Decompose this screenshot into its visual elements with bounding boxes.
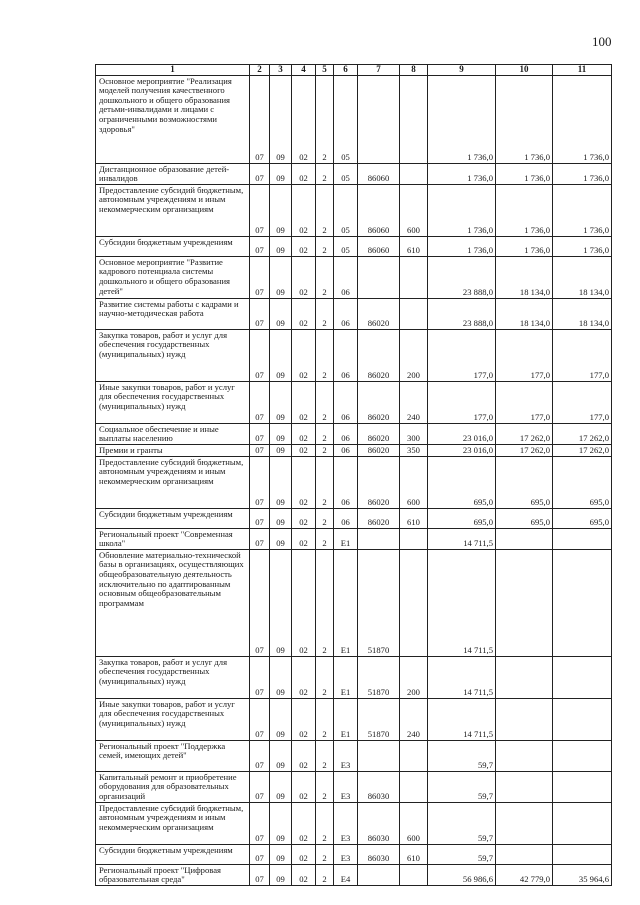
item-name: Развитие системы работы с кадрами и научно-методическая работа <box>96 298 250 329</box>
table-row <box>96 844 612 864</box>
direction-code: 86020 <box>358 508 400 528</box>
table-row <box>96 236 612 256</box>
amount-year-1: 56 986,6 <box>428 864 496 885</box>
amount-year-3 <box>553 656 612 698</box>
table-header-row <box>96 65 612 76</box>
amount-year-2 <box>496 802 553 844</box>
table-row <box>96 864 612 885</box>
direction-code: 86030 <box>358 844 400 864</box>
expense-type-code <box>400 75 428 163</box>
item-name: Субсидии бюджетным учреждениям <box>96 844 250 864</box>
expense-type-code: 600 <box>400 802 428 844</box>
table-row <box>96 740 612 771</box>
measure-code: 05 <box>334 75 358 163</box>
measure-code: E3 <box>334 844 358 864</box>
expense-type-code <box>400 298 428 329</box>
program-code: 02 <box>292 75 316 163</box>
measure-code: E1 <box>334 656 358 698</box>
amount-year-3: 18 134,0 <box>553 298 612 329</box>
measure-code: 06 <box>334 456 358 508</box>
measure-code: E3 <box>334 771 358 802</box>
section-code: 07 <box>250 444 270 456</box>
measure-code: 06 <box>334 329 358 381</box>
table-row <box>96 75 612 163</box>
subprogram-code: 2 <box>316 864 334 885</box>
measure-code: 06 <box>334 423 358 444</box>
subsection-code: 09 <box>270 656 292 698</box>
amount-year-2: 17 262,0 <box>496 444 553 456</box>
measure-code: 06 <box>334 444 358 456</box>
expense-type-code: 600 <box>400 184 428 236</box>
subsection-code: 09 <box>270 844 292 864</box>
item-name: Региональный проект "Современная школа" <box>96 528 250 549</box>
amount-year-1: 23 016,0 <box>428 423 496 444</box>
subsection-code: 09 <box>270 423 292 444</box>
column-header: 1 <box>96 65 250 76</box>
amount-year-3: 1 736,0 <box>553 75 612 163</box>
measure-code: 06 <box>334 298 358 329</box>
amount-year-1: 695,0 <box>428 456 496 508</box>
table-row <box>96 184 612 236</box>
direction-code <box>358 256 400 298</box>
amount-year-3: 177,0 <box>553 381 612 423</box>
section-code: 07 <box>250 508 270 528</box>
amount-year-1: 1 736,0 <box>428 75 496 163</box>
measure-code: E1 <box>334 549 358 656</box>
amount-year-1: 59,7 <box>428 802 496 844</box>
subprogram-code: 2 <box>316 528 334 549</box>
item-name: Предоставление субсидий бюджетным, автономным учреждениям и иным некоммерческим организациям <box>96 802 250 844</box>
program-code: 02 <box>292 444 316 456</box>
direction-code: 86030 <box>358 802 400 844</box>
amount-year-1: 59,7 <box>428 844 496 864</box>
table-row <box>96 256 612 298</box>
column-header: 9 <box>428 65 496 76</box>
amount-year-3 <box>553 802 612 844</box>
subsection-code: 09 <box>270 75 292 163</box>
program-code: 02 <box>292 236 316 256</box>
subsection-code: 09 <box>270 864 292 885</box>
program-code: 02 <box>292 844 316 864</box>
section-code: 07 <box>250 656 270 698</box>
subsection-code: 09 <box>270 802 292 844</box>
measure-code: 05 <box>334 184 358 236</box>
section-code: 07 <box>250 184 270 236</box>
section-code: 07 <box>250 864 270 885</box>
program-code: 02 <box>292 698 316 740</box>
column-header: 4 <box>292 65 316 76</box>
subprogram-code: 2 <box>316 256 334 298</box>
subprogram-code: 2 <box>316 802 334 844</box>
subsection-code: 09 <box>270 771 292 802</box>
section-code: 07 <box>250 698 270 740</box>
item-name: Дистанционное образование детей-инвалидов <box>96 163 250 184</box>
direction-code: 51870 <box>358 656 400 698</box>
subprogram-code: 2 <box>316 740 334 771</box>
amount-year-2: 695,0 <box>496 456 553 508</box>
amount-year-2: 18 134,0 <box>496 256 553 298</box>
subsection-code: 09 <box>270 256 292 298</box>
measure-code: 06 <box>334 256 358 298</box>
item-name: Предоставление субсидий бюджетным, автономным учреждениям и иным некоммерческим организациям <box>96 456 250 508</box>
column-header: 7 <box>358 65 400 76</box>
amount-year-2 <box>496 549 553 656</box>
amount-year-1: 1 736,0 <box>428 236 496 256</box>
amount-year-2: 1 736,0 <box>496 163 553 184</box>
table-row <box>96 656 612 698</box>
section-code: 07 <box>250 740 270 771</box>
measure-code: 06 <box>334 508 358 528</box>
amount-year-1: 695,0 <box>428 508 496 528</box>
amount-year-2 <box>496 844 553 864</box>
amount-year-1: 14 711,5 <box>428 549 496 656</box>
amount-year-2 <box>496 528 553 549</box>
amount-year-1: 177,0 <box>428 329 496 381</box>
amount-year-3: 1 736,0 <box>553 184 612 236</box>
direction-code: 86020 <box>358 329 400 381</box>
section-code: 07 <box>250 256 270 298</box>
expense-type-code: 610 <box>400 508 428 528</box>
amount-year-3 <box>553 549 612 656</box>
table-row <box>96 163 612 184</box>
item-name: Обновление материально-технической базы в организациях, осуществляющих общеобразовательную деятельность исключительно по адаптированным основным общеобразовательным программам <box>96 549 250 656</box>
amount-year-1: 23 888,0 <box>428 298 496 329</box>
subsection-code: 09 <box>270 381 292 423</box>
subprogram-code: 2 <box>316 329 334 381</box>
expense-type-code: 200 <box>400 656 428 698</box>
table-row <box>96 456 612 508</box>
direction-code: 51870 <box>358 549 400 656</box>
section-code: 07 <box>250 771 270 802</box>
amount-year-2 <box>496 740 553 771</box>
amount-year-3: 17 262,0 <box>553 444 612 456</box>
program-code: 02 <box>292 163 316 184</box>
amount-year-1: 59,7 <box>428 740 496 771</box>
amount-year-1: 23 888,0 <box>428 256 496 298</box>
expense-type-code <box>400 864 428 885</box>
item-name: Основное мероприятие "Развитие кадрового потенциала системы дошкольного и общего образования детей" <box>96 256 250 298</box>
table-row <box>96 298 612 329</box>
table-row <box>96 329 612 381</box>
section-code: 07 <box>250 549 270 656</box>
program-code: 02 <box>292 740 316 771</box>
section-code: 07 <box>250 381 270 423</box>
table-row <box>96 771 612 802</box>
expense-type-code <box>400 163 428 184</box>
amount-year-2: 177,0 <box>496 329 553 381</box>
program-code: 02 <box>292 256 316 298</box>
table-row <box>96 444 612 456</box>
direction-code <box>358 528 400 549</box>
direction-code: 86030 <box>358 771 400 802</box>
item-name: Капитальный ремонт и приобретение оборудования для образовательных организаций <box>96 771 250 802</box>
section-code: 07 <box>250 329 270 381</box>
amount-year-3 <box>553 771 612 802</box>
amount-year-3: 695,0 <box>553 456 612 508</box>
subsection-code: 09 <box>270 184 292 236</box>
item-name: Закупка товаров, работ и услуг для обеспечения государственных (муниципальных) нужд <box>96 329 250 381</box>
program-code: 02 <box>292 508 316 528</box>
subsection-code: 09 <box>270 698 292 740</box>
expense-type-code <box>400 771 428 802</box>
item-name: Субсидии бюджетным учреждениям <box>96 508 250 528</box>
measure-code: 05 <box>334 236 358 256</box>
direction-code: 86020 <box>358 381 400 423</box>
subprogram-code: 2 <box>316 549 334 656</box>
program-code: 02 <box>292 771 316 802</box>
subprogram-code: 2 <box>316 698 334 740</box>
item-name: Субсидии бюджетным учреждениям <box>96 236 250 256</box>
amount-year-2: 695,0 <box>496 508 553 528</box>
subsection-code: 09 <box>270 456 292 508</box>
item-name: Премии и гранты <box>96 444 250 456</box>
expense-type-code: 600 <box>400 456 428 508</box>
subprogram-code: 2 <box>316 423 334 444</box>
section-code: 07 <box>250 75 270 163</box>
table-row <box>96 698 612 740</box>
page-number: 100 <box>592 34 612 49</box>
amount-year-3: 177,0 <box>553 329 612 381</box>
amount-year-3: 695,0 <box>553 508 612 528</box>
amount-year-3: 17 262,0 <box>553 423 612 444</box>
amount-year-2: 17 262,0 <box>496 423 553 444</box>
expense-type-code: 240 <box>400 698 428 740</box>
expense-type-code <box>400 256 428 298</box>
subsection-code: 09 <box>270 298 292 329</box>
amount-year-2: 18 134,0 <box>496 298 553 329</box>
measure-code: 06 <box>334 381 358 423</box>
amount-year-3 <box>553 740 612 771</box>
direction-code: 86060 <box>358 236 400 256</box>
program-code: 02 <box>292 802 316 844</box>
amount-year-1: 1 736,0 <box>428 184 496 236</box>
section-code: 07 <box>250 298 270 329</box>
measure-code: E3 <box>334 802 358 844</box>
amount-year-3: 1 736,0 <box>553 236 612 256</box>
budget-table <box>95 64 612 886</box>
direction-code <box>358 864 400 885</box>
subprogram-code: 2 <box>316 381 334 423</box>
measure-code: E1 <box>334 528 358 549</box>
amount-year-1: 14 711,5 <box>428 528 496 549</box>
amount-year-3 <box>553 844 612 864</box>
subsection-code: 09 <box>270 163 292 184</box>
item-name: Предоставление субсидий бюджетным, автономным учреждениям и иным некоммерческим организациям <box>96 184 250 236</box>
measure-code: E3 <box>334 740 358 771</box>
direction-code: 86020 <box>358 456 400 508</box>
item-name: Иные закупки товаров, работ и услуг для обеспечения государственных (муниципальных) нужд <box>96 698 250 740</box>
direction-code <box>358 740 400 771</box>
expense-type-code: 610 <box>400 236 428 256</box>
expense-type-code: 240 <box>400 381 428 423</box>
amount-year-1: 1 736,0 <box>428 163 496 184</box>
table-row <box>96 508 612 528</box>
item-name: Иные закупки товаров, работ и услуг для обеспечения государственных (муниципальных) нужд <box>96 381 250 423</box>
program-code: 02 <box>292 864 316 885</box>
subprogram-code: 2 <box>316 508 334 528</box>
table-row <box>96 423 612 444</box>
item-name: Основное мероприятие "Реализация моделей получения качественного дошкольного и общего образования детьми-инвалидами и лицами с ограниченными возможностями здоровья" <box>96 75 250 163</box>
amount-year-2: 1 736,0 <box>496 236 553 256</box>
amount-year-2: 177,0 <box>496 381 553 423</box>
section-code: 07 <box>250 236 270 256</box>
subprogram-code: 2 <box>316 75 334 163</box>
expense-type-code: 200 <box>400 329 428 381</box>
program-code: 02 <box>292 423 316 444</box>
item-name: Региональный проект "Цифровая образовательная среда" <box>96 864 250 885</box>
column-header: 6 <box>334 65 358 76</box>
amount-year-1: 59,7 <box>428 771 496 802</box>
direction-code: 86060 <box>358 184 400 236</box>
subprogram-code: 2 <box>316 844 334 864</box>
amount-year-2 <box>496 656 553 698</box>
amount-year-2: 1 736,0 <box>496 75 553 163</box>
amount-year-2 <box>496 698 553 740</box>
subprogram-code: 2 <box>316 298 334 329</box>
amount-year-3: 18 134,0 <box>553 256 612 298</box>
direction-code: 51870 <box>358 698 400 740</box>
subsection-code: 09 <box>270 528 292 549</box>
expense-type-code <box>400 740 428 771</box>
subprogram-code: 2 <box>316 656 334 698</box>
section-code: 07 <box>250 423 270 444</box>
expense-type-code: 610 <box>400 844 428 864</box>
amount-year-3 <box>553 698 612 740</box>
subsection-code: 09 <box>270 549 292 656</box>
amount-year-2: 1 736,0 <box>496 184 553 236</box>
measure-code: 05 <box>334 163 358 184</box>
table-row <box>96 381 612 423</box>
program-code: 02 <box>292 381 316 423</box>
item-name: Социальное обеспечение и иные выплаты населению <box>96 423 250 444</box>
subprogram-code: 2 <box>316 456 334 508</box>
subsection-code: 09 <box>270 508 292 528</box>
subprogram-code: 2 <box>316 163 334 184</box>
amount-year-3: 35 964,6 <box>553 864 612 885</box>
section-code: 07 <box>250 528 270 549</box>
direction-code: 86020 <box>358 444 400 456</box>
subsection-code: 09 <box>270 236 292 256</box>
subprogram-code: 2 <box>316 771 334 802</box>
program-code: 02 <box>292 184 316 236</box>
direction-code: 86020 <box>358 423 400 444</box>
direction-code: 86020 <box>358 298 400 329</box>
amount-year-2 <box>496 771 553 802</box>
amount-year-3: 1 736,0 <box>553 163 612 184</box>
measure-code: E1 <box>334 698 358 740</box>
program-code: 02 <box>292 549 316 656</box>
amount-year-1: 177,0 <box>428 381 496 423</box>
section-code: 07 <box>250 163 270 184</box>
column-header: 5 <box>316 65 334 76</box>
subsection-code: 09 <box>270 444 292 456</box>
section-code: 07 <box>250 456 270 508</box>
column-header: 2 <box>250 65 270 76</box>
expense-type-code: 350 <box>400 444 428 456</box>
subsection-code: 09 <box>270 740 292 771</box>
subsection-code: 09 <box>270 329 292 381</box>
item-name: Закупка товаров, работ и услуг для обеспечения государственных (муниципальных) нужд <box>96 656 250 698</box>
expense-type-code <box>400 528 428 549</box>
table-row <box>96 528 612 549</box>
expense-type-code: 300 <box>400 423 428 444</box>
program-code: 02 <box>292 329 316 381</box>
section-code: 07 <box>250 802 270 844</box>
column-header: 11 <box>553 65 612 76</box>
column-header: 3 <box>270 65 292 76</box>
amount-year-2: 42 779,0 <box>496 864 553 885</box>
amount-year-1: 14 711,5 <box>428 656 496 698</box>
table-row <box>96 802 612 844</box>
section-code: 07 <box>250 844 270 864</box>
subprogram-code: 2 <box>316 184 334 236</box>
program-code: 02 <box>292 298 316 329</box>
amount-year-3 <box>553 528 612 549</box>
amount-year-1: 23 016,0 <box>428 444 496 456</box>
column-header: 10 <box>496 65 553 76</box>
direction-code <box>358 75 400 163</box>
subprogram-code: 2 <box>316 236 334 256</box>
measure-code: E4 <box>334 864 358 885</box>
item-name: Региональный проект "Поддержка семей, имеющих детей" <box>96 740 250 771</box>
column-header: 8 <box>400 65 428 76</box>
subprogram-code: 2 <box>316 444 334 456</box>
program-code: 02 <box>292 528 316 549</box>
program-code: 02 <box>292 456 316 508</box>
expense-type-code <box>400 549 428 656</box>
table-row <box>96 549 612 656</box>
program-code: 02 <box>292 656 316 698</box>
amount-year-1: 14 711,5 <box>428 698 496 740</box>
direction-code: 86060 <box>358 163 400 184</box>
